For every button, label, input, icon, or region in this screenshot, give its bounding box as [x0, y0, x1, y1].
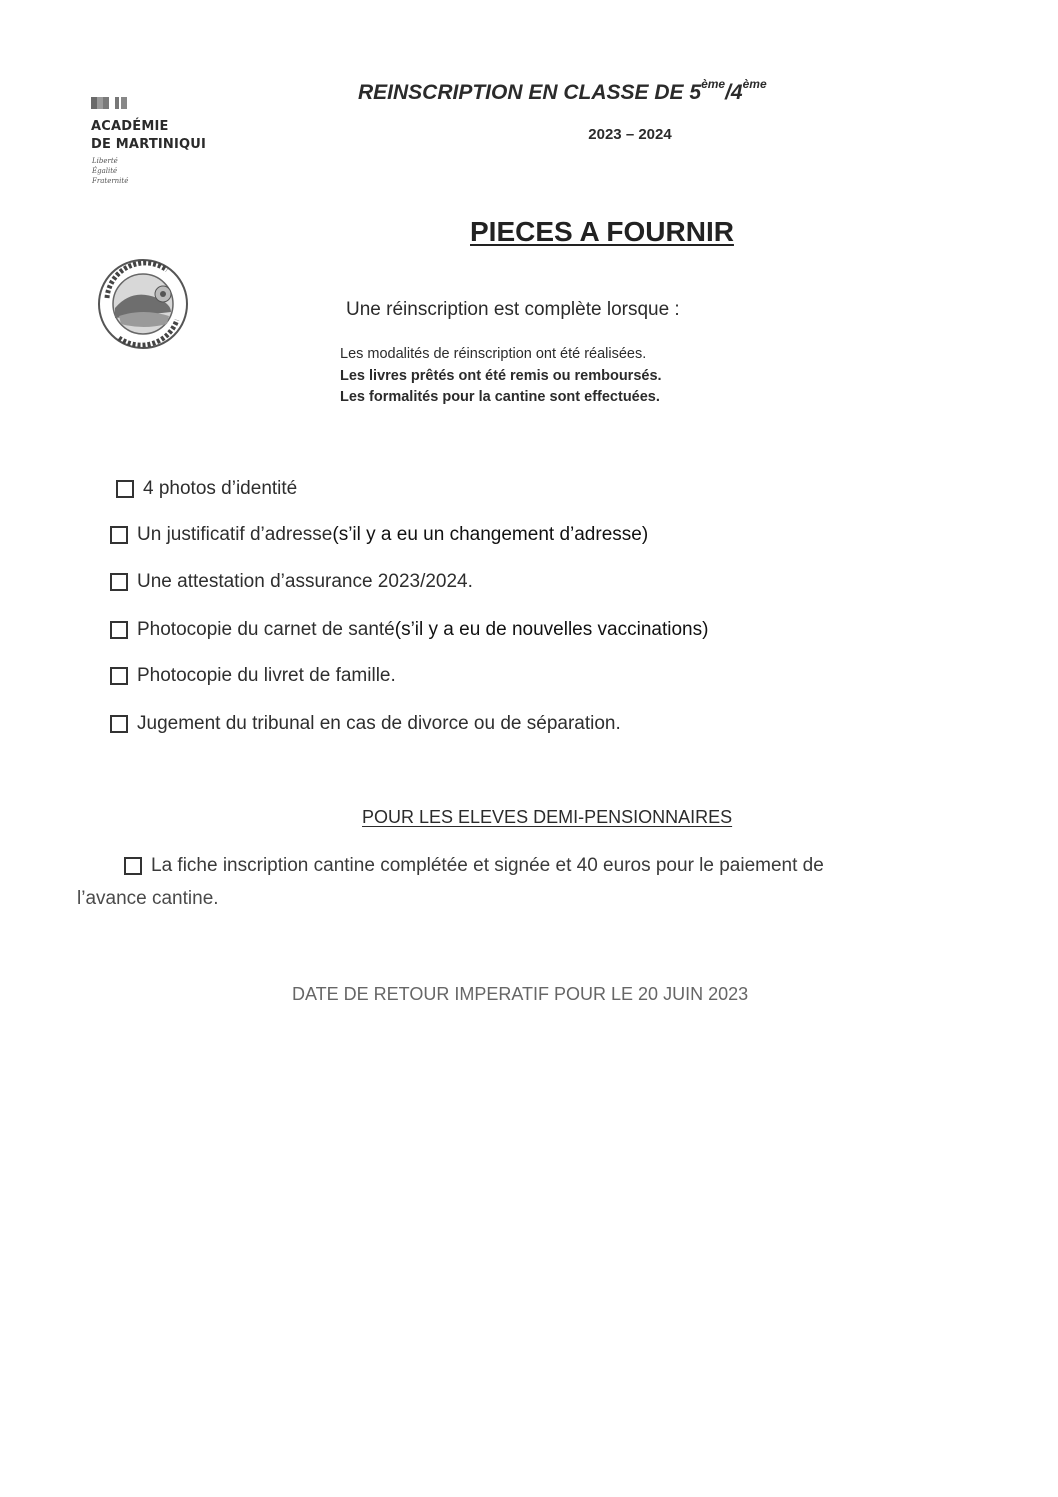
checkbox[interactable] — [110, 667, 128, 685]
demi-pension-title: POUR LES ELEVES DEMI-PENSIONNAIRES — [362, 807, 733, 827]
deadline-text: DATE DE RETOUR IMPERATIF POUR LE 20 JUIN 2023 — [292, 984, 749, 1004]
motto-line: Liberté — [92, 157, 118, 165]
checklist-item: Un justificatif d’adresse (s’il y a eu un changement d’adresse) — [110, 524, 648, 546]
intro-text: Une réinscription est complète lorsque : — [346, 299, 680, 320]
canteen-item-continued: l’avance cantine. — [77, 888, 219, 909]
checkbox[interactable] — [116, 480, 134, 498]
page-title: REINSCRIPTION EN CLASSE DE 5ème/4ème — [358, 77, 767, 104]
academie-label: ACADÉMIE — [91, 119, 169, 134]
condition-line: Les formalités pour la cantine sont effectuées. — [340, 389, 660, 405]
academie-name: DE MARTINIQUI — [91, 137, 207, 152]
checkbox[interactable] — [124, 857, 142, 875]
motto-line: Égalité — [92, 167, 118, 175]
motto-line: Fraternité — [92, 177, 129, 185]
checklist-item: Une attestation d’assurance 2023/2024. — [110, 571, 473, 593]
republique-logo-icon — [91, 97, 129, 109]
school-year: 2023 – 2024 — [588, 126, 672, 143]
checklist-item: 4 photos d’identité — [116, 478, 297, 500]
condition-line: Les modalités de réinscription ont été réalisées. — [340, 346, 647, 362]
canteen-item: La fiche inscription cantine complétée et signée et 40 euros pour le paiement de — [124, 855, 824, 877]
checklist-item: Photocopie du livret de famille. — [110, 665, 396, 687]
checkbox[interactable] — [110, 573, 128, 591]
college-seal-icon — [97, 258, 189, 350]
checklist-item: Jugement du tribunal en cas de divorce ou de séparation. — [110, 713, 621, 735]
checkbox[interactable] — [110, 715, 128, 733]
checklist-item: Photocopie du carnet de santé (s’il y a eu de nouvelles vaccinations) — [110, 619, 708, 641]
checkbox[interactable] — [110, 621, 128, 639]
checkbox[interactable] — [110, 526, 128, 544]
section-heading: PIECES A FOURNIR — [470, 216, 734, 247]
condition-line: Les livres prêtés ont été remis ou remboursés. — [340, 368, 662, 384]
